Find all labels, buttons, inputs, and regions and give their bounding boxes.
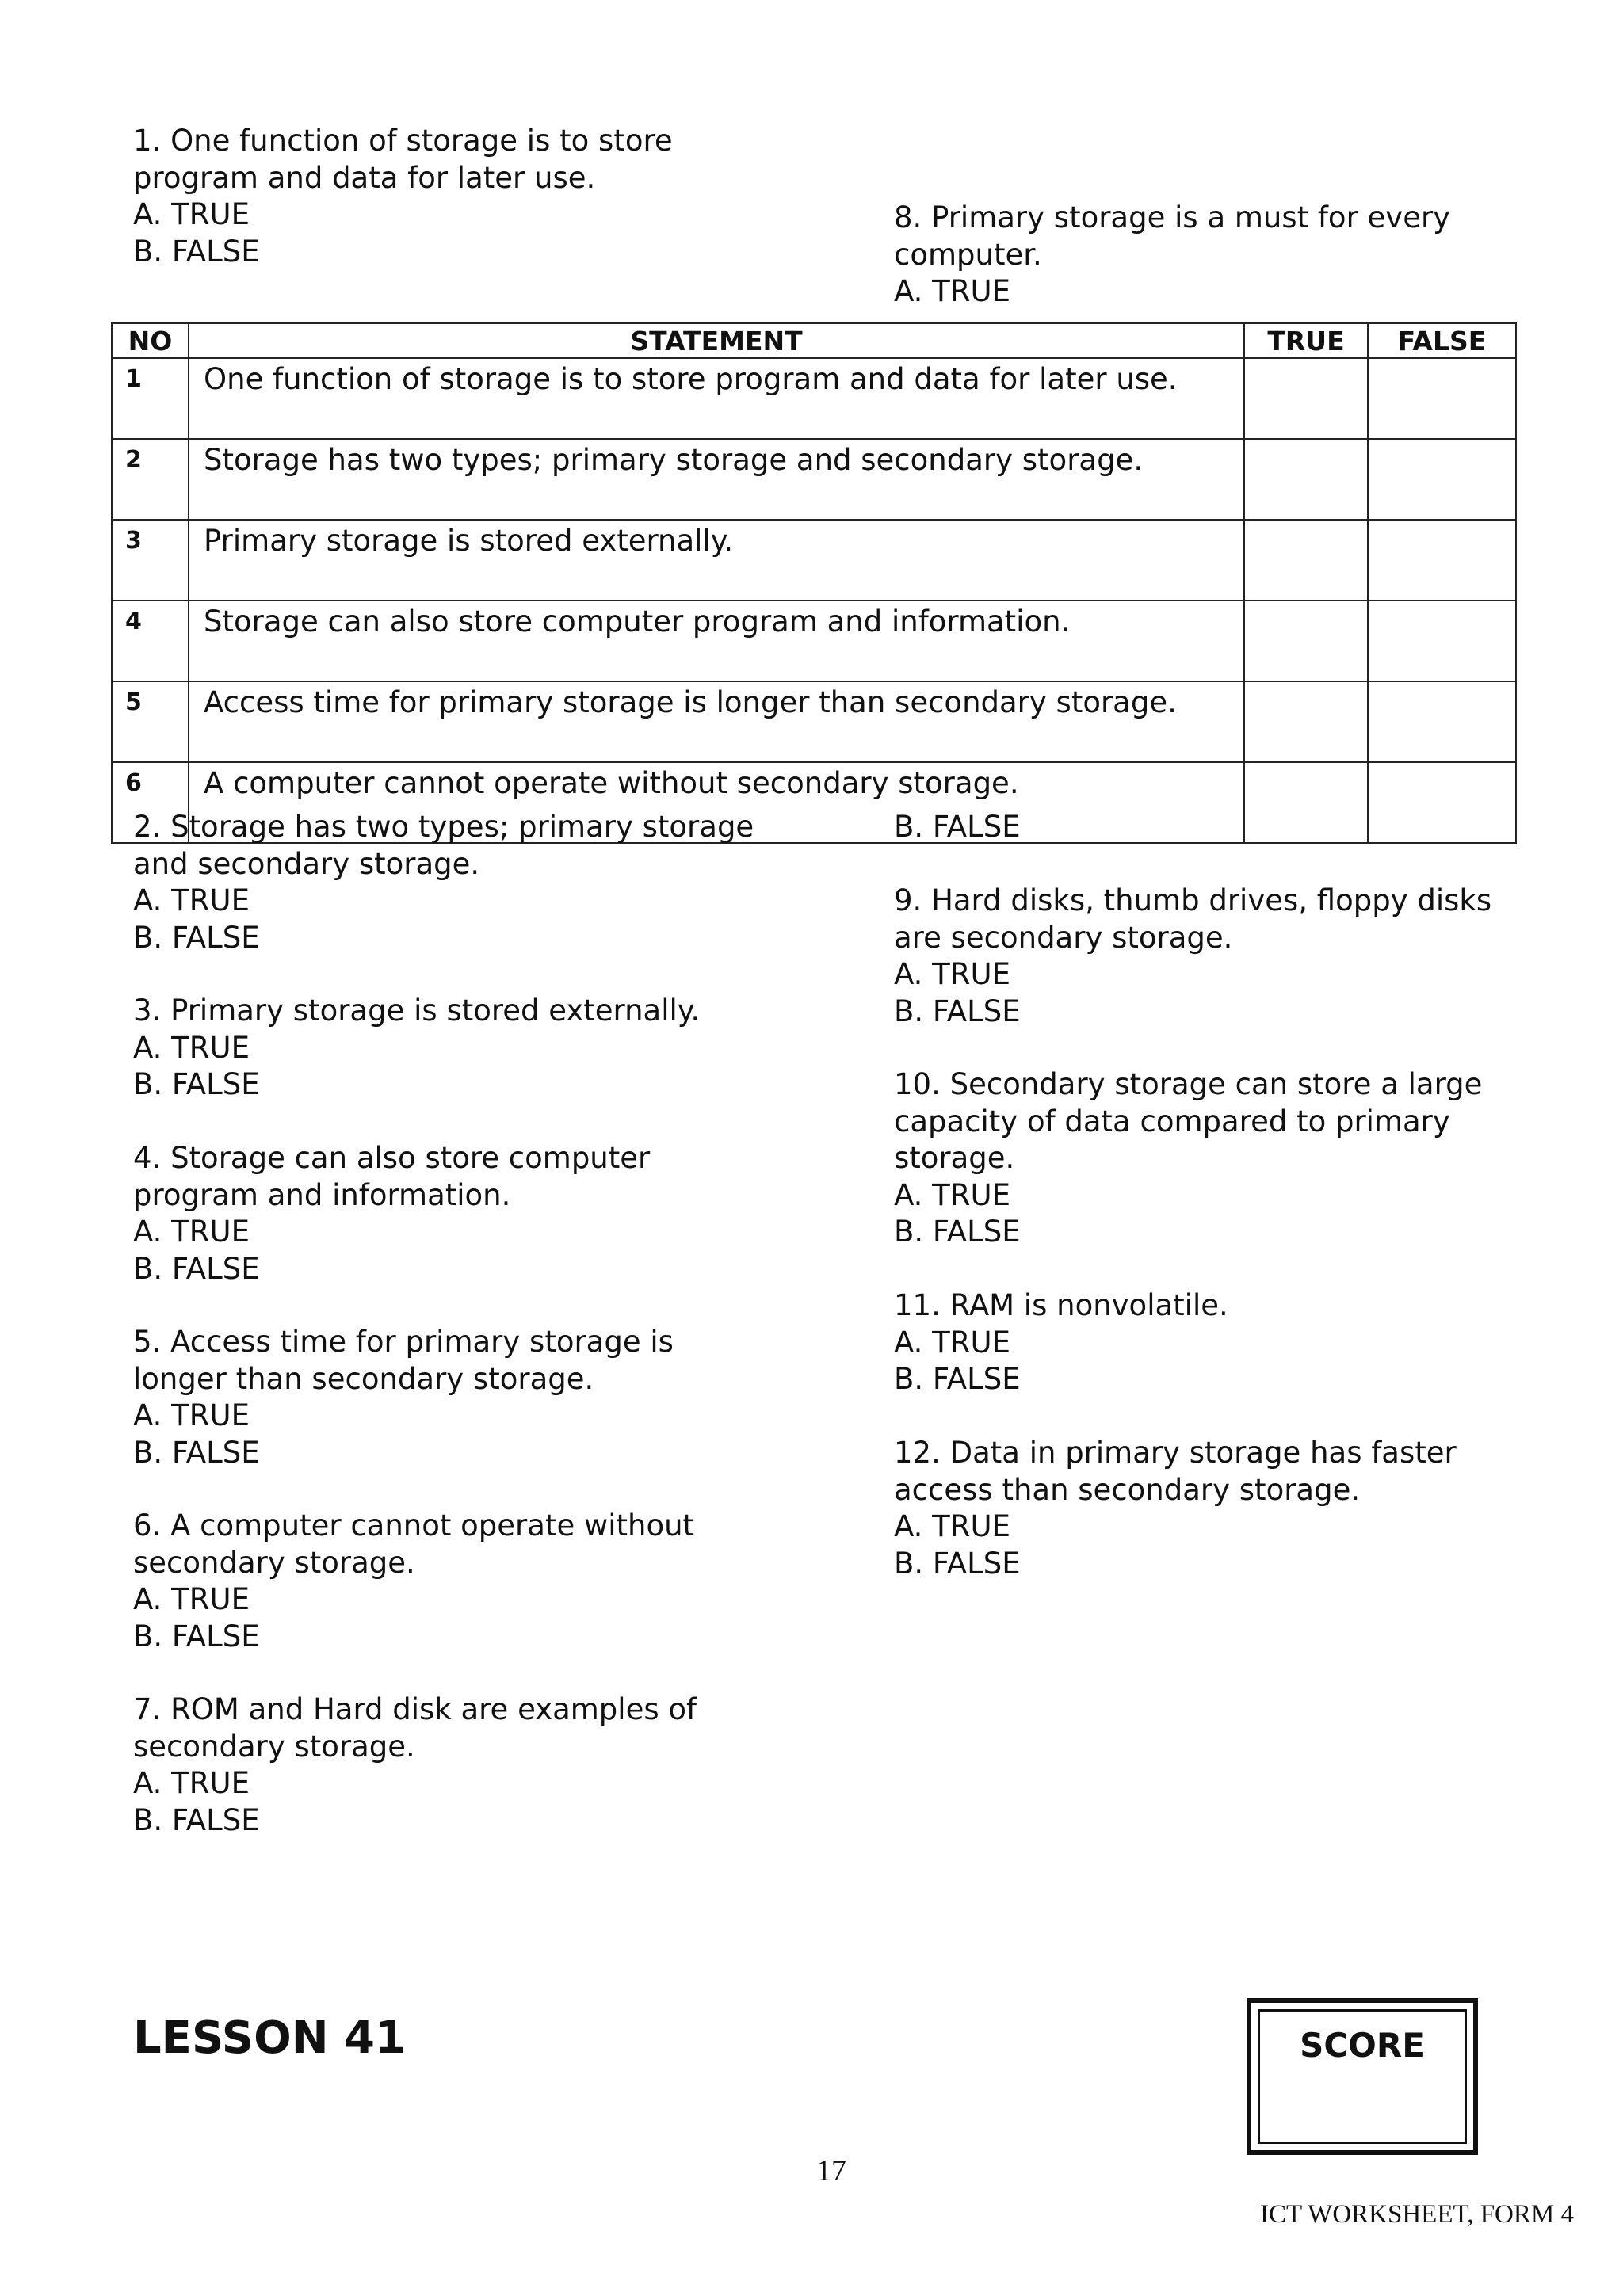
option-a[interactable]: A. TRUE [894,1325,1010,1360]
question-10 [894,1066,1482,1251]
question-stem: capacity of data compared to primary [894,1104,1450,1138]
question-stem: and secondary storage. [133,846,480,881]
option-b[interactable]: B. FALSE [133,1435,260,1470]
true-answer-cell[interactable] [1244,601,1368,681]
question-7 [133,1691,697,1839]
row-statement: A computer cannot operate without secondary storage. [189,762,1244,843]
true-answer-cell[interactable] [1244,520,1368,601]
score-box[interactable] [1247,1998,1478,2155]
true-answer-cell[interactable] [1244,681,1368,762]
option-a[interactable]: A. TRUE [133,1030,250,1065]
header-statement: STATEMENT [189,323,1244,358]
question-stem: computer. [894,237,1042,272]
true-false-table [111,322,1517,844]
false-answer-cell[interactable] [1368,520,1516,601]
question-8 [894,200,1450,311]
question-stem: 1. One function of storage is to store [133,124,673,158]
question-11 [894,1287,1228,1398]
table-row [112,681,1516,762]
table-row [112,358,1516,439]
question-stem: program and information. [133,1177,511,1212]
false-answer-cell[interactable] [1368,762,1516,843]
row-statement: Storage has two types; primary storage and secondary storage. [189,439,1244,520]
lesson-title: LESSON 41 [133,2012,406,2064]
question-stem: 6. A computer cannot operate without [133,1508,695,1543]
option-b[interactable]: B. FALSE [894,1546,1021,1581]
row-number: 4 [112,601,189,681]
question-stem: storage. [894,1141,1015,1175]
false-answer-cell[interactable] [1368,681,1516,762]
false-answer-cell[interactable] [1368,601,1516,681]
question-stem: secondary storage. [133,1545,415,1580]
option-a[interactable]: A. TRUE [894,957,1010,991]
question-stem: 4. Storage can also store computer [133,1141,651,1175]
question-stem: 2. Storage has two types; primary storage [133,810,754,844]
option-b[interactable]: B. FALSE [133,1802,260,1837]
true-answer-cell[interactable] [1244,439,1368,520]
row-number: 6 [112,762,189,843]
option-a[interactable]: A. TRUE [133,1215,250,1249]
question-stem: 9. Hard disks, thumb drives, floppy disks [894,883,1492,917]
option-b[interactable]: B. FALSE [133,234,260,269]
table-row [112,439,1516,520]
table-row [112,520,1516,601]
row-statement: Storage can also store computer program and information. [189,601,1244,681]
table-row [112,601,1516,681]
question-stem: 8. Primary storage is a must for every [894,200,1451,235]
header-true: TRUE [1244,323,1368,358]
row-number: 3 [112,520,189,601]
true-answer-cell[interactable] [1244,358,1368,439]
false-answer-cell[interactable] [1368,358,1516,439]
question-stem: access than secondary storage. [894,1472,1361,1507]
question-stem: secondary storage. [133,1729,415,1764]
question-stem: 10. Secondary storage can store a large [894,1067,1483,1101]
score-label: SCORE [1300,2026,1425,2065]
question-stem: longer than secondary storage. [133,1361,594,1396]
question-3 [133,993,700,1104]
option-a[interactable]: A. TRUE [894,1509,1010,1543]
table-header-row [112,323,1516,358]
option-b[interactable]: B. FALSE [894,1362,1021,1396]
question-6 [133,1508,694,1655]
question-8-continued [894,809,1021,846]
option-b[interactable]: B. FALSE [133,1619,260,1653]
row-number: 5 [112,681,189,762]
header-no: NO [112,323,189,358]
question-9 [894,883,1491,1030]
question-stem: 3. Primary storage is stored externally. [133,994,701,1028]
question-1 [133,123,673,270]
question-stem: 5. Access time for primary storage is [133,1325,674,1359]
question-stem: 12. Data in primary storage has faster [894,1436,1457,1470]
score-box-inner-border [1258,2009,1467,2144]
option-b[interactable]: B. FALSE [894,1215,1021,1249]
question-stem: are secondary storage. [894,920,1233,955]
page-number: 17 [816,2154,846,2187]
option-a[interactable]: A. TRUE [133,883,250,917]
option-b[interactable]: B. FALSE [894,994,1021,1028]
question-2 [133,809,754,956]
row-statement: Access time for primary storage is longer than secondary storage. [189,681,1244,762]
row-number: 1 [112,358,189,439]
question-stem: 7. ROM and Hard disk are examples of [133,1692,697,1726]
option-b[interactable]: B. FALSE [133,920,260,955]
question-stem: program and data for later use. [133,160,596,195]
option-b[interactable]: B. FALSE [133,1067,260,1101]
option-a[interactable]: A. TRUE [894,1177,1010,1212]
false-answer-cell[interactable] [1368,439,1516,520]
row-statement: One function of storage is to store program and data for later use. [189,358,1244,439]
row-statement: Primary storage is stored externally. [189,520,1244,601]
option-a[interactable]: A. TRUE [133,1582,250,1616]
true-answer-cell[interactable] [1244,762,1368,843]
row-number: 2 [112,439,189,520]
option-a[interactable]: A. TRUE [133,1766,250,1800]
footer-text: ICT WORKSHEET, FORM 4 [1259,2200,1574,2229]
question-stem: 11. RAM is nonvolatile. [894,1288,1228,1322]
option-a[interactable]: A. TRUE [133,1398,250,1432]
header-false: FALSE [1368,323,1516,358]
question-4 [133,1140,650,1287]
option-b[interactable]: B. FALSE [894,810,1021,844]
question-12 [894,1435,1457,1582]
option-b[interactable]: B. FALSE [133,1251,260,1286]
option-a[interactable]: A. TRUE [894,274,1010,308]
question-5 [133,1324,674,1471]
option-a[interactable]: A. TRUE [133,197,250,231]
